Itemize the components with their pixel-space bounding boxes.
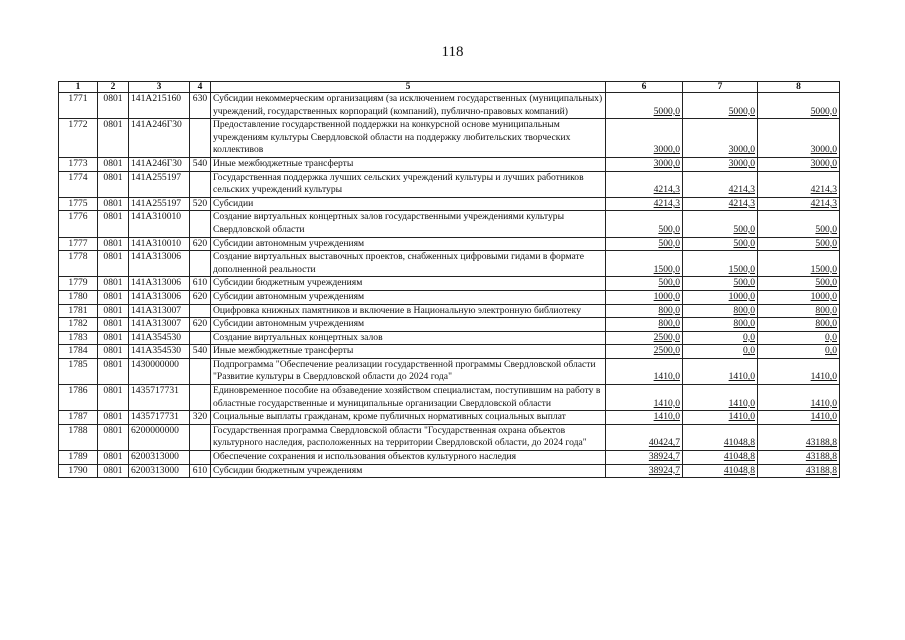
amount-col-7-value: 41048,8: [723, 437, 755, 449]
amount-col-6: [606, 358, 683, 384]
table-row: [59, 157, 840, 171]
amount-col-7-value: 500,0: [733, 237, 755, 249]
item-name: Субсидии автономным учреждениям: [211, 290, 606, 304]
table-row: [59, 385, 840, 411]
amount-col-7: [683, 385, 758, 411]
amount-col-6: [606, 345, 683, 359]
amount-col-8: [758, 358, 840, 384]
amount-col-7-value: 500,0: [733, 223, 755, 235]
expense-type-code: [190, 451, 211, 465]
amount-col-6-value: 38924,7: [648, 464, 680, 476]
target-article-code: 1435717731: [129, 411, 190, 425]
amount-col-8-value: 43188,8: [805, 451, 837, 463]
row-number: 1790: [59, 464, 98, 478]
amount-col-7: [683, 318, 758, 332]
item-name: Субсидии автономным учреждениям: [211, 318, 606, 332]
amount-col-7: [683, 197, 758, 211]
target-article-code: 141A313007: [129, 318, 190, 332]
amount-col-6-value: 38924,7: [648, 451, 680, 463]
target-article-code: 6200313000: [129, 464, 190, 478]
amount-col-6-value: 1410,0: [653, 371, 680, 383]
item-name: Единовременное пособие на обзаведение хозяйством специалистам, поступившим на работу в областные государственные и муниципальные организации Свердловской области: [211, 385, 606, 411]
amount-col-7-value: 4214,3: [728, 184, 755, 196]
amount-col-7: [683, 119, 758, 158]
table-row: [59, 358, 840, 384]
amount-col-6: [606, 411, 683, 425]
row-number: 1778: [59, 251, 98, 277]
amount-col-6-value: 4214,3: [653, 184, 680, 196]
table-row: [59, 93, 840, 119]
item-name: Субсидии: [211, 197, 606, 211]
table-row: [59, 290, 840, 304]
row-number: 1787: [59, 411, 98, 425]
row-number: 1789: [59, 451, 98, 465]
amount-col-8: [758, 277, 840, 291]
row-number: 1788: [59, 424, 98, 450]
amount-col-8-value: 3000,0: [810, 144, 837, 156]
amount-col-8: [758, 211, 840, 237]
amount-col-7: [683, 424, 758, 450]
item-name: Оцифровка книжных памятников и включение в Национальную электронную библиотеку: [211, 304, 606, 318]
section-code: 0801: [98, 304, 129, 318]
column-header: 1: [59, 82, 98, 93]
table-row: [59, 119, 840, 158]
amount-col-7: [683, 464, 758, 478]
amount-col-8-value: 3000,0: [810, 157, 837, 169]
amount-col-6-value: 2500,0: [653, 331, 680, 343]
section-code: 0801: [98, 290, 129, 304]
amount-col-6: [606, 385, 683, 411]
expense-type-code: 540: [190, 157, 211, 171]
section-code: 0801: [98, 93, 129, 119]
section-code: 0801: [98, 318, 129, 332]
table-row: [59, 171, 840, 197]
row-number: 1771: [59, 93, 98, 119]
amount-col-6-value: 2500,0: [653, 345, 680, 357]
amount-col-6: [606, 171, 683, 197]
expense-type-code: [190, 171, 211, 197]
expense-type-code: [190, 119, 211, 158]
amount-col-8-value: 0,0: [825, 331, 837, 343]
amount-col-6: [606, 451, 683, 465]
column-header: 5: [211, 82, 606, 93]
row-number: 1774: [59, 171, 98, 197]
amount-col-6: [606, 464, 683, 478]
target-article-code: 141A313006: [129, 277, 190, 291]
amount-col-7: [683, 451, 758, 465]
amount-col-8: [758, 171, 840, 197]
amount-col-7: [683, 251, 758, 277]
expense-type-code: [190, 304, 211, 318]
amount-col-7: [683, 211, 758, 237]
amount-col-7-value: 1410,0: [728, 371, 755, 383]
amount-col-7: [683, 331, 758, 345]
expense-type-code: [190, 358, 211, 384]
target-article-code: 1435717731: [129, 385, 190, 411]
section-code: 0801: [98, 331, 129, 345]
target-article-code: 1430000000: [129, 358, 190, 384]
amount-col-7: [683, 157, 758, 171]
amount-col-6-value: 1500,0: [653, 263, 680, 275]
row-number: 1776: [59, 211, 98, 237]
amount-col-8-value: 500,0: [815, 277, 837, 289]
amount-col-8-value: 4214,3: [810, 197, 837, 209]
section-code: 0801: [98, 424, 129, 450]
section-code: 0801: [98, 119, 129, 158]
table-row: [59, 411, 840, 425]
target-article-code: 141A313006: [129, 251, 190, 277]
item-name: Государственная программа Свердловской области "Государственная охрана объектов культурного наследия, расположенных на территории Свердловской области, до 2024 года": [211, 424, 606, 450]
amount-col-6: [606, 251, 683, 277]
amount-col-7-value: 0,0: [743, 331, 755, 343]
target-article-code: 141A255197: [129, 171, 190, 197]
table-row: [59, 424, 840, 450]
amount-col-8-value: 1410,0: [810, 371, 837, 383]
amount-col-6: [606, 290, 683, 304]
row-number: 1773: [59, 157, 98, 171]
expense-type-code: 540: [190, 345, 211, 359]
amount-col-7-value: 41048,8: [723, 451, 755, 463]
expense-type-code: [190, 251, 211, 277]
expense-type-code: 610: [190, 277, 211, 291]
table-row: [59, 451, 840, 465]
expense-type-code: 520: [190, 197, 211, 211]
amount-col-8: [758, 331, 840, 345]
row-number: 1783: [59, 331, 98, 345]
amount-col-7: [683, 171, 758, 197]
row-number: 1785: [59, 358, 98, 384]
amount-col-7: [683, 290, 758, 304]
amount-col-8: [758, 304, 840, 318]
row-number: 1780: [59, 290, 98, 304]
target-article-code: 141A313006: [129, 290, 190, 304]
amount-col-6: [606, 119, 683, 158]
amount-col-6: [606, 197, 683, 211]
section-code: 0801: [98, 211, 129, 237]
section-code: 0801: [98, 171, 129, 197]
table-row: [59, 331, 840, 345]
table-row: [59, 251, 840, 277]
target-article-code: 141A215160: [129, 93, 190, 119]
expense-type-code: 610: [190, 464, 211, 478]
page-number: 118: [441, 44, 464, 60]
amount-col-6-value: 1410,0: [653, 411, 680, 423]
expense-type-code: 620: [190, 318, 211, 332]
amount-col-7-value: 800,0: [733, 318, 755, 330]
amount-col-6-value: 500,0: [658, 277, 680, 289]
column-header: 2: [98, 82, 129, 93]
item-name: Субсидии бюджетным учреждениям: [211, 277, 606, 291]
amount-col-6-value: 40424,7: [648, 437, 680, 449]
budget-table: [58, 81, 840, 478]
amount-col-8-value: 43188,8: [805, 464, 837, 476]
amount-col-6-value: 5000,0: [653, 105, 680, 117]
amount-col-8: [758, 157, 840, 171]
section-code: 0801: [98, 358, 129, 384]
target-article-code: 6200000000: [129, 424, 190, 450]
expense-type-code: 630: [190, 93, 211, 119]
amount-col-8: [758, 424, 840, 450]
expense-type-code: [190, 385, 211, 411]
amount-col-8: [758, 237, 840, 251]
amount-col-6-value: 500,0: [658, 223, 680, 235]
item-name: Иные межбюджетные трансферты: [211, 157, 606, 171]
target-article-code: 141A255197: [129, 197, 190, 211]
table-row: [59, 304, 840, 318]
section-code: 0801: [98, 237, 129, 251]
amount-col-6: [606, 157, 683, 171]
amount-col-8-value: 4214,3: [810, 184, 837, 196]
table-row: [59, 345, 840, 359]
amount-col-8-value: 500,0: [815, 223, 837, 235]
target-article-code: 141A354530: [129, 345, 190, 359]
row-number: 1781: [59, 304, 98, 318]
row-number: 1775: [59, 197, 98, 211]
amount-col-8-value: 0,0: [825, 345, 837, 357]
amount-col-8-value: 800,0: [815, 318, 837, 330]
amount-col-7-value: 4214,3: [728, 197, 755, 209]
section-code: 0801: [98, 157, 129, 171]
amount-col-7-value: 1410,0: [728, 397, 755, 409]
amount-col-8: [758, 93, 840, 119]
amount-col-6: [606, 277, 683, 291]
table-row: [59, 318, 840, 332]
amount-col-8: [758, 290, 840, 304]
amount-col-8: [758, 318, 840, 332]
column-header: 4: [190, 82, 211, 93]
row-number: 1782: [59, 318, 98, 332]
amount-col-8: [758, 345, 840, 359]
amount-col-7-value: 1500,0: [728, 263, 755, 275]
row-number: 1786: [59, 385, 98, 411]
section-code: 0801: [98, 385, 129, 411]
amount-col-7-value: 41048,8: [723, 464, 755, 476]
amount-col-7: [683, 345, 758, 359]
table-header-row: [59, 82, 840, 93]
expense-type-code: 620: [190, 290, 211, 304]
amount-col-7-value: 3000,0: [728, 157, 755, 169]
amount-col-7: [683, 411, 758, 425]
item-name: Иные межбюджетные трансферты: [211, 345, 606, 359]
amount-col-7-value: 800,0: [733, 304, 755, 316]
amount-col-8: [758, 451, 840, 465]
amount-col-8: [758, 411, 840, 425]
item-name: Создание виртуальных выставочных проектов, снабженных цифровыми гидами в формате дополненной реальности: [211, 251, 606, 277]
section-code: 0801: [98, 411, 129, 425]
amount-col-6: [606, 93, 683, 119]
amount-col-7: [683, 304, 758, 318]
amount-col-8-value: 800,0: [815, 304, 837, 316]
amount-col-6-value: 3000,0: [653, 157, 680, 169]
item-name: Предоставление государственной поддержки на конкурсной основе муниципальным учреждениям культуры Свердловской области на поддержку любительских творческих коллективов: [211, 119, 606, 158]
column-header: 8: [758, 82, 840, 93]
target-article-code: 6200313000: [129, 451, 190, 465]
table-row: [59, 197, 840, 211]
expense-type-code: [190, 424, 211, 450]
target-article-code: 141A313007: [129, 304, 190, 318]
item-name: Социальные выплаты гражданам, кроме публичных нормативных социальных выплат: [211, 411, 606, 425]
amount-col-8: [758, 385, 840, 411]
amount-col-6-value: 800,0: [658, 318, 680, 330]
item-name: Подпрограмма "Обеспечение реализации государственной программы Свердловской области "Развитие культуры в Свердловской области до 2024 года": [211, 358, 606, 384]
section-code: 0801: [98, 451, 129, 465]
table-row: [59, 277, 840, 291]
amount-col-8: [758, 464, 840, 478]
amount-col-6: [606, 318, 683, 332]
expense-type-code: 620: [190, 237, 211, 251]
amount-col-6: [606, 237, 683, 251]
amount-col-6-value: 800,0: [658, 304, 680, 316]
target-article-code: 141A310010: [129, 237, 190, 251]
amount-col-7-value: 3000,0: [728, 144, 755, 156]
row-number: 1772: [59, 119, 98, 158]
amount-col-8: [758, 197, 840, 211]
column-header: 3: [129, 82, 190, 93]
item-name: Государственная поддержка лучших сельских учреждений культуры и лучших работников сельских учреждений культуры: [211, 171, 606, 197]
amount-col-6: [606, 424, 683, 450]
amount-col-7: [683, 93, 758, 119]
amount-col-7-value: 5000,0: [728, 105, 755, 117]
amount-col-6: [606, 304, 683, 318]
amount-col-6-value: 1410,0: [653, 397, 680, 409]
expense-type-code: [190, 211, 211, 237]
target-article-code: 141A246Г30: [129, 157, 190, 171]
target-article-code: 141A246Г30: [129, 119, 190, 158]
amount-col-6-value: 3000,0: [653, 144, 680, 156]
amount-col-8-value: 1500,0: [810, 263, 837, 275]
row-number: 1784: [59, 345, 98, 359]
column-header: 7: [683, 82, 758, 93]
item-name: Создание виртуальных концертных залов государственными учреждениями культуры Свердловской области: [211, 211, 606, 237]
amount-col-8-value: 43188,8: [805, 437, 837, 449]
amount-col-7-value: 500,0: [733, 277, 755, 289]
section-code: 0801: [98, 464, 129, 478]
expense-type-code: 320: [190, 411, 211, 425]
target-article-code: 141A310010: [129, 211, 190, 237]
amount-col-8: [758, 251, 840, 277]
amount-col-7-value: 1410,0: [728, 411, 755, 423]
table-row: [59, 237, 840, 251]
item-name: Субсидии автономным учреждениям: [211, 237, 606, 251]
amount-col-8-value: 1410,0: [810, 397, 837, 409]
amount-col-8-value: 500,0: [815, 237, 837, 249]
amount-col-7: [683, 358, 758, 384]
amount-col-8-value: 5000,0: [810, 105, 837, 117]
column-header: 6: [606, 82, 683, 93]
section-code: 0801: [98, 197, 129, 211]
amount-col-6-value: 1000,0: [653, 290, 680, 302]
section-code: 0801: [98, 277, 129, 291]
row-number: 1777: [59, 237, 98, 251]
item-name: Субсидии бюджетным учреждениям: [211, 464, 606, 478]
amount-col-6: [606, 331, 683, 345]
target-article-code: 141A354530: [129, 331, 190, 345]
amount-col-8: [758, 119, 840, 158]
amount-col-8-value: 1410,0: [810, 411, 837, 423]
amount-col-7: [683, 277, 758, 291]
item-name: Субсидии некоммерческим организациям (за исключением государственных (муниципальных) учреждений, государственных корпораций (компаний), публично-правовых компаний): [211, 93, 606, 119]
item-name: Обеспечение сохранения и использования объектов культурного наследия: [211, 451, 606, 465]
row-number: 1779: [59, 277, 98, 291]
amount-col-6-value: 4214,3: [653, 197, 680, 209]
table-row: [59, 464, 840, 478]
table-row: [59, 211, 840, 237]
amount-col-8-value: 1000,0: [810, 290, 837, 302]
section-code: 0801: [98, 345, 129, 359]
section-code: 0801: [98, 251, 129, 277]
amount-col-7-value: 0,0: [743, 345, 755, 357]
item-name: Создание виртуальных концертных залов: [211, 331, 606, 345]
expense-type-code: [190, 331, 211, 345]
amount-col-6-value: 500,0: [658, 237, 680, 249]
amount-col-6: [606, 211, 683, 237]
amount-col-7: [683, 237, 758, 251]
amount-col-7-value: 1000,0: [728, 290, 755, 302]
